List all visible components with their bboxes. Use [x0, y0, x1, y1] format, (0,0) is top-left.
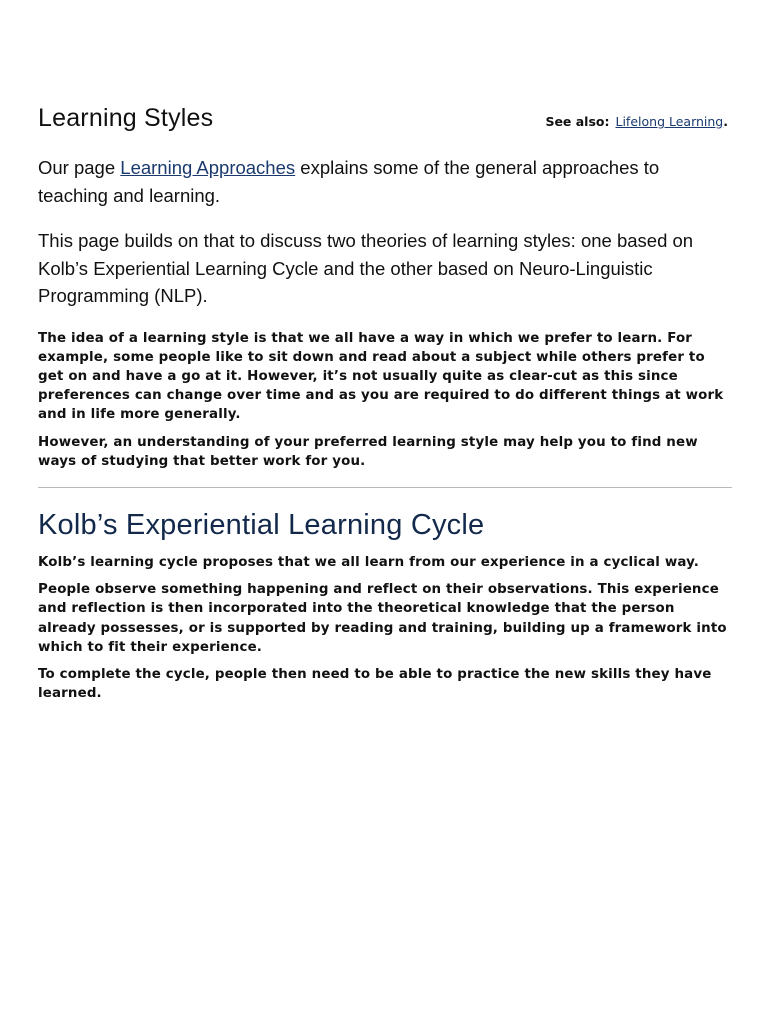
- kolb-paragraph-2: People observe something happening and reflect on their observations. This experience and reflection is then incorporated into the theoretical knowledge that the person already possesses, or is supported by reading and training, building up a framework into which to fit their experience.: [38, 582, 727, 655]
- kolb-section-heading: Kolb’s Experiential Learning Cycle: [38, 508, 485, 541]
- kolb-paragraph-3: To complete the cycle, people then need to be able to practice the new skills they have learned.: [38, 666, 712, 702]
- article: [38, 104, 732, 703]
- intro-paragraph-2: This page builds on that to discuss two theories of learning styles: one based on Kolb’s Experiential Learning Cycle and the other based on Neuro-Linguistic Programming (NLP).: [38, 230, 694, 306]
- kolb-paragraph-1: Kolb’s learning cycle proposes that we all learn from our experience in a cyclical way.: [38, 554, 700, 570]
- intro-text-after-link: explains some of the general approaches to teaching and learning.: [38, 157, 660, 206]
- page-title: Learning Styles: [38, 104, 214, 132]
- lifelong-learning-link[interactable]: Lifelong Learning: [615, 114, 724, 129]
- title-row: [38, 104, 732, 140]
- body-paragraph-1: The idea of a learning style is that we all have a way in which we prefer to learn. For example, some people like to sit down and read about a subject while others prefer to get on and have a go at it. However, it’s not usually quite as clear-cut as this since preferences can change over time and as you are required to do different things at work and in life more generally.: [38, 330, 724, 423]
- body-paragraph-2: However, an understanding of your preferred learning style may help you to find new ways of studying that better work for you.: [38, 434, 698, 469]
- section-divider: [38, 487, 732, 488]
- intro-text-before-link: Our page: [38, 157, 121, 178]
- see-also: [545, 114, 728, 129]
- learning-approaches-link[interactable]: Learning Approaches: [120, 157, 296, 178]
- intro-paragraph-1: [38, 154, 732, 209]
- see-also-label: See also:: [545, 114, 610, 129]
- see-also-suffix: .: [723, 114, 728, 129]
